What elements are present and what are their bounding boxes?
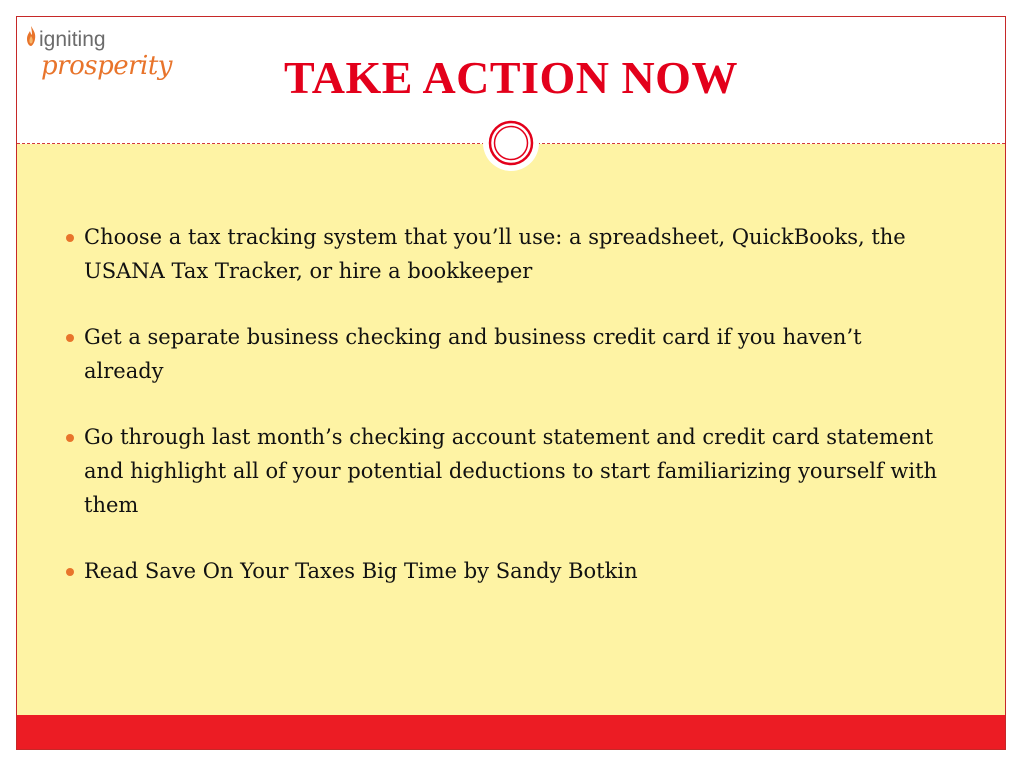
- logo-text-prosperity: prosperity: [41, 51, 172, 81]
- list-item-text: Read Save On Your Taxes Big Time by Sandy Botkin: [84, 559, 638, 583]
- ring-icon: [481, 113, 541, 173]
- bullet-dot-icon: [66, 434, 74, 442]
- list-item-text: Go through last month’s checking account statement and credit card statement and highlight all of your potential deductions to start familiarizing yourself with them: [84, 425, 938, 517]
- bullet-dot-icon: [66, 568, 74, 576]
- page-title: TAKE ACTION NOW: [284, 52, 738, 103]
- list-item: [62, 420, 942, 522]
- bullet-dot-icon: [66, 234, 74, 242]
- list-item-text: Get a separate business checking and business credit card if you haven’t already: [84, 325, 862, 383]
- bullet-list: [62, 220, 942, 620]
- list-item-text: Choose a tax tracking system that you’ll use: a spreadsheet, QuickBooks, the USANA Tax Tracker, or hire a bookkeeper: [84, 225, 906, 283]
- flame-icon: [25, 25, 37, 47]
- footer-bar: [17, 715, 1005, 750]
- logo-text-igniting: igniting: [39, 28, 106, 51]
- list-item: [62, 220, 942, 288]
- list-item: [62, 554, 942, 588]
- list-item: [62, 320, 942, 388]
- bullet-dot-icon: [66, 334, 74, 342]
